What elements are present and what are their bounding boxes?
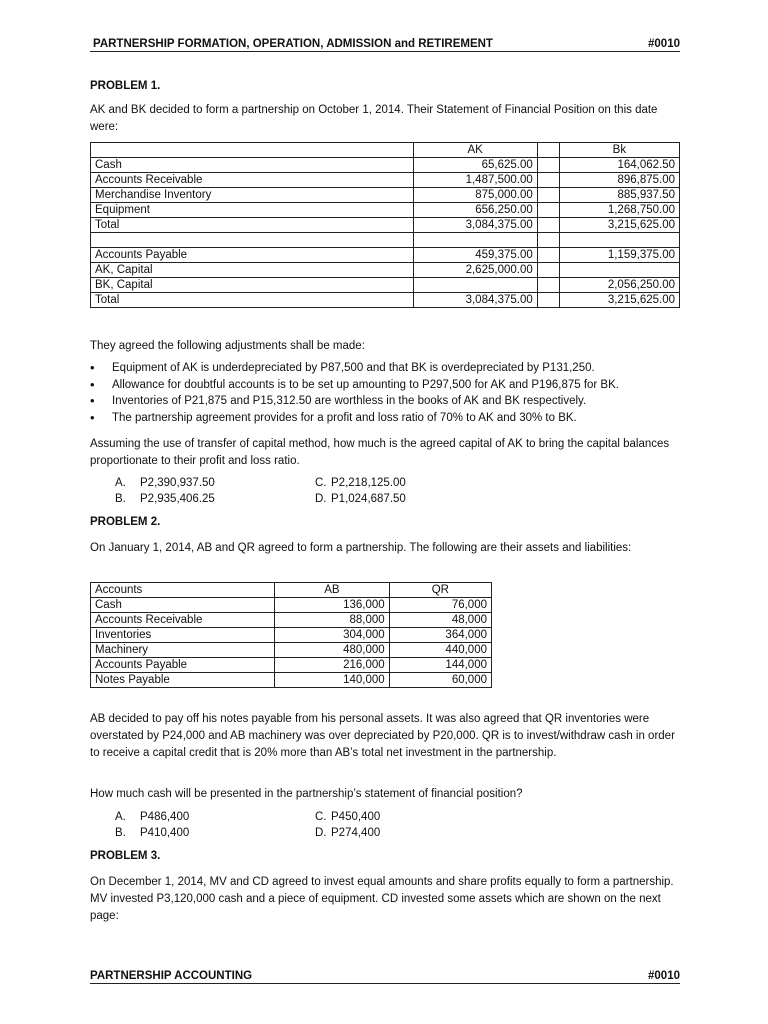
page-footer — [90, 970, 680, 984]
row-label: Total — [91, 293, 414, 308]
table-header-row — [91, 583, 492, 598]
problem2-intro: On January 1, 2014, AB and QR agreed to form a partnership. The following are their assets and liabilities: — [90, 542, 632, 554]
adjustments-list — [90, 360, 680, 426]
cell-value: 480,000 — [275, 643, 390, 658]
list-item: • Allowance for doubtful accounts is to be set up amounting to P297,500 for AK and P196,875 for BK. — [90, 377, 680, 394]
cell-value — [537, 203, 559, 218]
table-row — [91, 263, 680, 278]
table-row — [91, 248, 680, 263]
table-row — [91, 598, 492, 613]
cell-value: 459,375.00 — [413, 248, 537, 263]
cell-value: 65,625.00 — [413, 158, 537, 173]
cell-value — [537, 188, 559, 203]
table-row — [91, 188, 680, 203]
cell-value — [413, 233, 537, 248]
row-label: Cash — [91, 598, 275, 613]
problem1-table — [90, 142, 680, 308]
cell-value: 3,215,625.00 — [559, 218, 679, 233]
row-label: Inventories — [91, 628, 275, 643]
col-header — [537, 143, 559, 158]
table-row — [91, 233, 680, 248]
col-header-bk: Bk — [559, 143, 679, 158]
row-label: Notes Payable — [91, 673, 275, 688]
cell-value: 88,000 — [275, 613, 390, 628]
header-title: PARTNERSHIP FORMATION, OPERATION, ADMISSION and RETIREMENT — [93, 38, 493, 50]
problem2-table — [90, 582, 492, 688]
choice-c[interactable]: C. P450,400 — [315, 811, 381, 823]
cell-value — [537, 233, 559, 248]
choice-c[interactable]: C. P2,218,125.00 — [315, 477, 406, 489]
row-label: Accounts Receivable — [91, 613, 275, 628]
cell-value: 76,000 — [389, 598, 491, 613]
footer-title: PARTNERSHIP ACCOUNTING — [90, 970, 253, 982]
cell-value — [537, 278, 559, 293]
cell-value: 1,268,750.00 — [559, 203, 679, 218]
problem2-details: AB decided to pay off his notes payable from his personal assets. It was also agreed that QR inventories were overstated by P24,000 and AB machinery was over depreciated by P20,000. QR is to invest/withdraw cash in order to receive a capital credit that is 20% more than AB’s total net investment in the partnership. — [90, 713, 675, 759]
cell-value: 2,625,000.00 — [413, 263, 537, 278]
cell-value: 60,000 — [389, 673, 491, 688]
cell-value: 3,084,375.00 — [413, 218, 537, 233]
row-label: Merchandise Inventory — [91, 188, 414, 203]
cell-value — [537, 158, 559, 173]
cell-value: 364,000 — [389, 628, 491, 643]
cell-value: 896,875.00 — [559, 173, 679, 188]
cell-value: 164,062.50 — [559, 158, 679, 173]
choice-a[interactable]: A. P486,400 — [115, 811, 190, 823]
footer-code: #0010 — [648, 970, 680, 982]
table-header-row — [91, 143, 680, 158]
table-row — [91, 673, 492, 688]
cell-value — [537, 173, 559, 188]
table-row — [91, 643, 492, 658]
cell-value: 144,000 — [389, 658, 491, 673]
row-label: Machinery — [91, 643, 275, 658]
row-label: AK, Capital — [91, 263, 414, 278]
table-row — [91, 658, 492, 673]
list-item: • Equipment of AK is underdepreciated by P87,500 and that BK is overdepreciated by P131,250. — [90, 360, 680, 377]
problem1-question: Assuming the use of transfer of capital method, how much is the agreed capital of AK to bring the capital balances proportionate to their profit and loss ratio. — [90, 438, 670, 467]
table-row — [91, 218, 680, 233]
cell-value — [559, 233, 679, 248]
cell-value: 656,250.00 — [413, 203, 537, 218]
cell-value — [413, 278, 537, 293]
choice-b[interactable]: B. P410,400 — [115, 827, 190, 839]
problem1-heading: PROBLEM 1. — [90, 80, 161, 92]
table-row — [91, 173, 680, 188]
row-label: Accounts Payable — [91, 248, 414, 263]
cell-value — [537, 293, 559, 308]
col-header-ab: AB — [275, 583, 390, 598]
cell-value: 1,487,500.00 — [413, 173, 537, 188]
row-label: Accounts Payable — [91, 658, 275, 673]
cell-value: 2,056,250.00 — [559, 278, 679, 293]
adjustments-intro: They agreed the following adjustments shall be made: — [90, 340, 365, 352]
choice-b[interactable]: B. P2,935,406.25 — [115, 493, 215, 505]
row-label: Cash — [91, 158, 414, 173]
cell-value: 3,215,625.00 — [559, 293, 679, 308]
cell-value — [559, 263, 679, 278]
cell-value: 140,000 — [275, 673, 390, 688]
header-code: #0010 — [648, 38, 680, 50]
choice-d[interactable]: D. P1,024,687.50 — [315, 493, 406, 505]
problem2-choices — [90, 810, 705, 841]
table-row — [91, 613, 492, 628]
table-row — [91, 203, 680, 218]
cell-value: 216,000 — [275, 658, 390, 673]
row-label: Total — [91, 218, 414, 233]
table-row — [91, 293, 680, 308]
choice-a[interactable]: A. P2,390,937.50 — [115, 477, 215, 489]
choice-d[interactable]: D. P274,400 — [315, 827, 381, 839]
problem3-intro: On December 1, 2014, MV and CD agreed to invest equal amounts and share profits equally to form a partnership. MV invested P3,120,000 cash and a piece of equipment. CD invested some assets which are shown on the next page: — [90, 876, 674, 922]
table-row — [91, 278, 680, 293]
row-label: Accounts Receivable — [91, 173, 414, 188]
row-label — [91, 233, 414, 248]
list-item: • Inventories of P21,875 and P15,312.50 are worthless in the books of AK and BK respectively. — [90, 393, 680, 410]
table-row — [91, 158, 680, 173]
cell-value: 1,159,375.00 — [559, 248, 679, 263]
cell-value: 304,000 — [275, 628, 390, 643]
problem1-intro: AK and BK decided to form a partnership on October 1, 2014. Their Statement of Financial Position on this date were: — [90, 104, 658, 133]
row-label: Equipment — [91, 203, 414, 218]
cell-value: 48,000 — [389, 613, 491, 628]
col-header-qr: QR — [389, 583, 491, 598]
cell-value: 885,937.50 — [559, 188, 679, 203]
row-label: BK, Capital — [91, 278, 414, 293]
problem2-question: How much cash will be presented in the partnership’s statement of financial position? — [90, 788, 523, 800]
col-header-ak: AK — [413, 143, 537, 158]
cell-value: 875,000.00 — [413, 188, 537, 203]
col-header-accounts: Accounts — [91, 583, 275, 598]
problem2-heading: PROBLEM 2. — [90, 516, 161, 528]
table-row — [91, 628, 492, 643]
cell-value — [537, 218, 559, 233]
col-header — [91, 143, 414, 158]
problem3-heading: PROBLEM 3. — [90, 850, 161, 862]
cell-value: 136,000 — [275, 598, 390, 613]
list-item: • The partnership agreement provides for a profit and loss ratio of 70% to AK and 30% to BK. — [90, 410, 680, 427]
cell-value — [537, 248, 559, 263]
page-header — [90, 38, 680, 52]
cell-value — [537, 263, 559, 278]
cell-value: 440,000 — [389, 643, 491, 658]
cell-value: 3,084,375.00 — [413, 293, 537, 308]
problem1-choices — [90, 476, 705, 507]
